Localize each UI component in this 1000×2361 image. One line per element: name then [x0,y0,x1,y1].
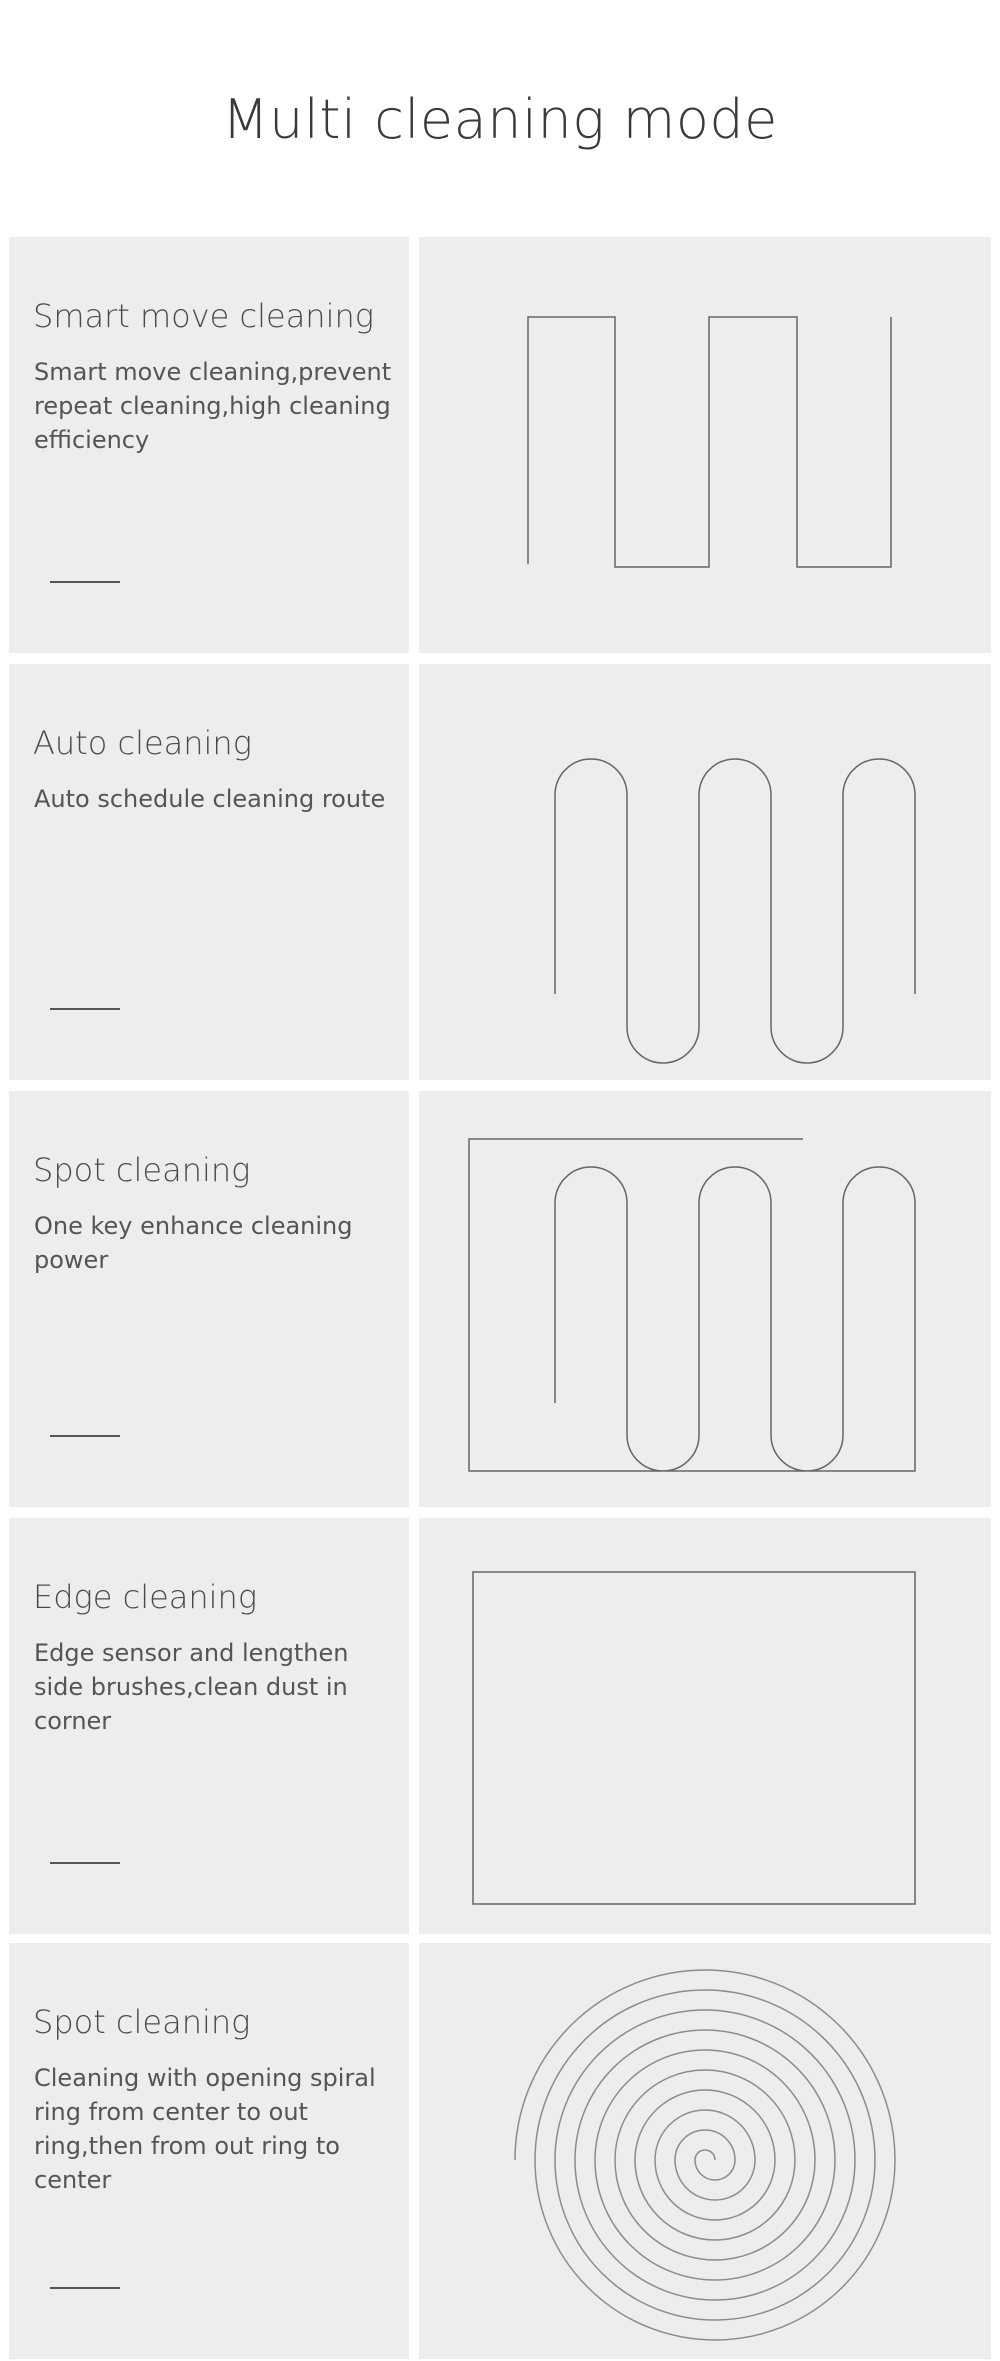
mode-description: Edge sensor and lengthen side brushes,clean dust in corner [34,1639,349,1735]
mode-title: Spot cleaning [33,2003,251,2041]
mode-description: One key enhance cleaning power [34,1212,353,1274]
mode-title: Spot cleaning [33,1151,251,1189]
enclosed-serpentine-path-icon [419,1091,991,1507]
mode-diagram-panel [419,1518,991,1934]
rectangle-edge-path-icon [419,1518,991,1934]
mode-row-smart-move [9,237,991,653]
serpentine-path-icon [419,664,991,1080]
mode-diagram-panel [419,664,991,1080]
mode-text-panel [9,1943,409,2359]
mode-row-spiral [9,1943,991,2359]
accent-divider [50,2287,120,2289]
mode-description: Cleaning with opening spiral ring from center to out ring,then from out ring to center [34,2064,376,2194]
mode-title: Auto cleaning [33,724,252,762]
mode-row-spot [9,1091,991,1507]
mode-title: Smart move cleaning [33,297,374,335]
mode-title: Edge cleaning [33,1578,258,1616]
accent-divider [50,581,120,583]
accent-divider [50,1008,120,1010]
mode-text-panel [9,664,409,1080]
mode-row-edge [9,1518,991,1934]
page-title: Multi cleaning mode [222,88,778,151]
spiral-path-icon [419,1943,991,2359]
mode-description: Smart move cleaning,prevent repeat cleaning,high cleaning efficiency [34,358,392,454]
accent-divider [50,1435,120,1437]
mode-text-panel [9,1518,409,1934]
mode-description: Auto schedule cleaning route [34,785,386,813]
mode-diagram-panel [419,1943,991,2359]
square-wave-path-icon [419,237,991,653]
mode-diagram-panel [419,237,991,653]
mode-row-auto [9,664,991,1080]
mode-text-panel [9,237,409,653]
accent-divider [50,1862,120,1864]
mode-diagram-panel [419,1091,991,1507]
mode-text-panel [9,1091,409,1507]
